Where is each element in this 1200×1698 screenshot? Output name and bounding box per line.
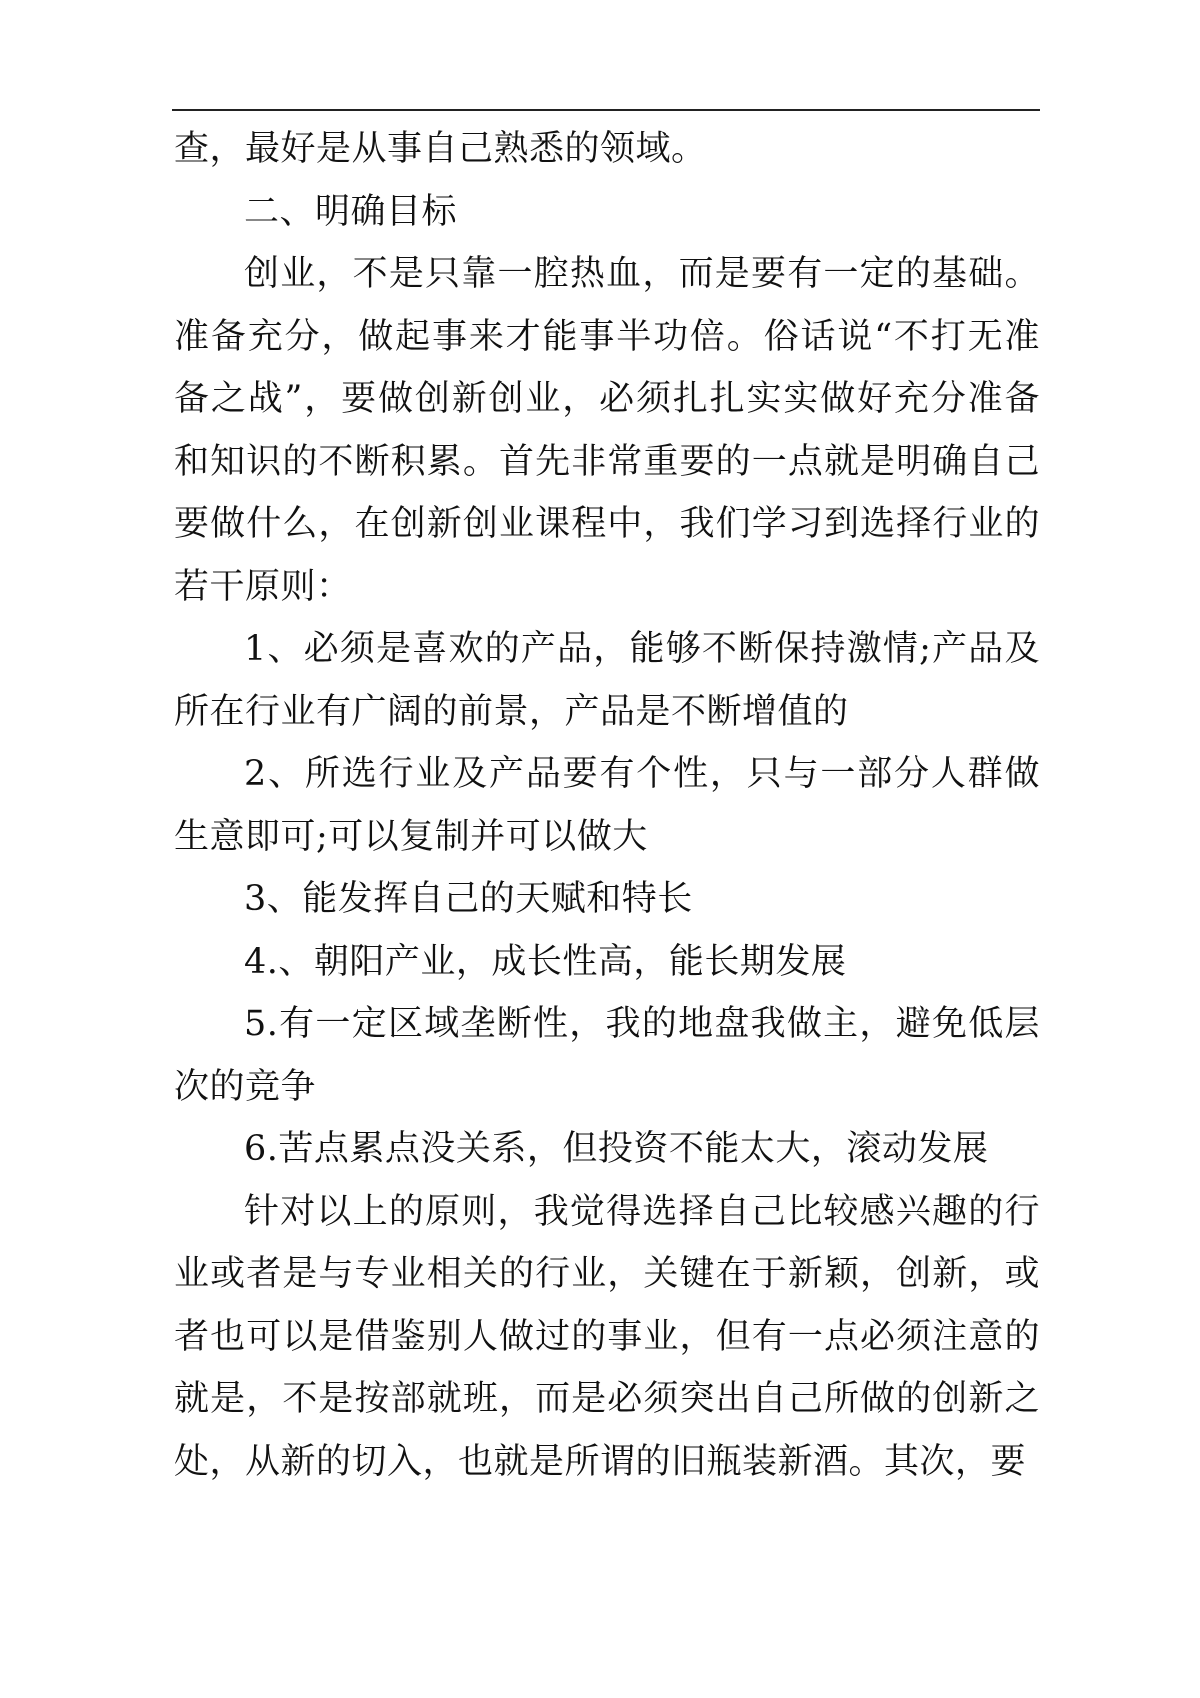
list-item-6: 6.苦点累点没关系，但投资不能太大，滚动发展 <box>244 1129 989 1169</box>
paragraph-continuation: 查，最好是从事自己熟悉的领域。 <box>174 129 707 169</box>
list-item-3: 3、能发挥自己的天赋和特长 <box>244 879 693 919</box>
paragraph-conclusion: 针对以上的原则，我觉得选择自己比较感兴趣的行业或者是与专业相关的行业，关键在于新颖，创新，或者也可以是借鉴别人做过的事业，但有一点必须注意的就是，不是按部就班，而是必须突出自己所做的创新之处，从新的切入，也就是所谓的旧瓶装新酒。其次，要 <box>174 1191 1040 1482</box>
paragraph-intro: 创业，不是只靠一腔热血，而是要有一定的基础。准备充分，做起事来才能事半功倍。俗话说“不打无准备之战”，要做创新创业，必须扎扎实实做好充分准备和知识的不断积累。首先非常重要的一点就是明确自己要做什么，在创新创业课程中，我们学习到选择行业的若干原则： <box>174 254 1040 607</box>
list-item-2: 2、所选行业及产品要有个性，只与一部分人群做生意即可;可以复制并可以做大 <box>174 754 1040 857</box>
list-item-1: 1、必须是喜欢的产品，能够不断保持激情;产品及所在行业有广阔的前景，产品是不断增值的 <box>174 629 1040 732</box>
list-item-4: 4.、朝阳产业，成长性高，能长期发展 <box>244 941 847 982</box>
header-rule <box>172 109 1040 111</box>
section-heading: 二、明确目标 <box>244 191 458 232</box>
list-item-5: 5.有一定区域垄断性，我的地盘我做主，避免低层次的竞争 <box>174 1004 1040 1107</box>
body-text <box>174 118 1040 1493</box>
